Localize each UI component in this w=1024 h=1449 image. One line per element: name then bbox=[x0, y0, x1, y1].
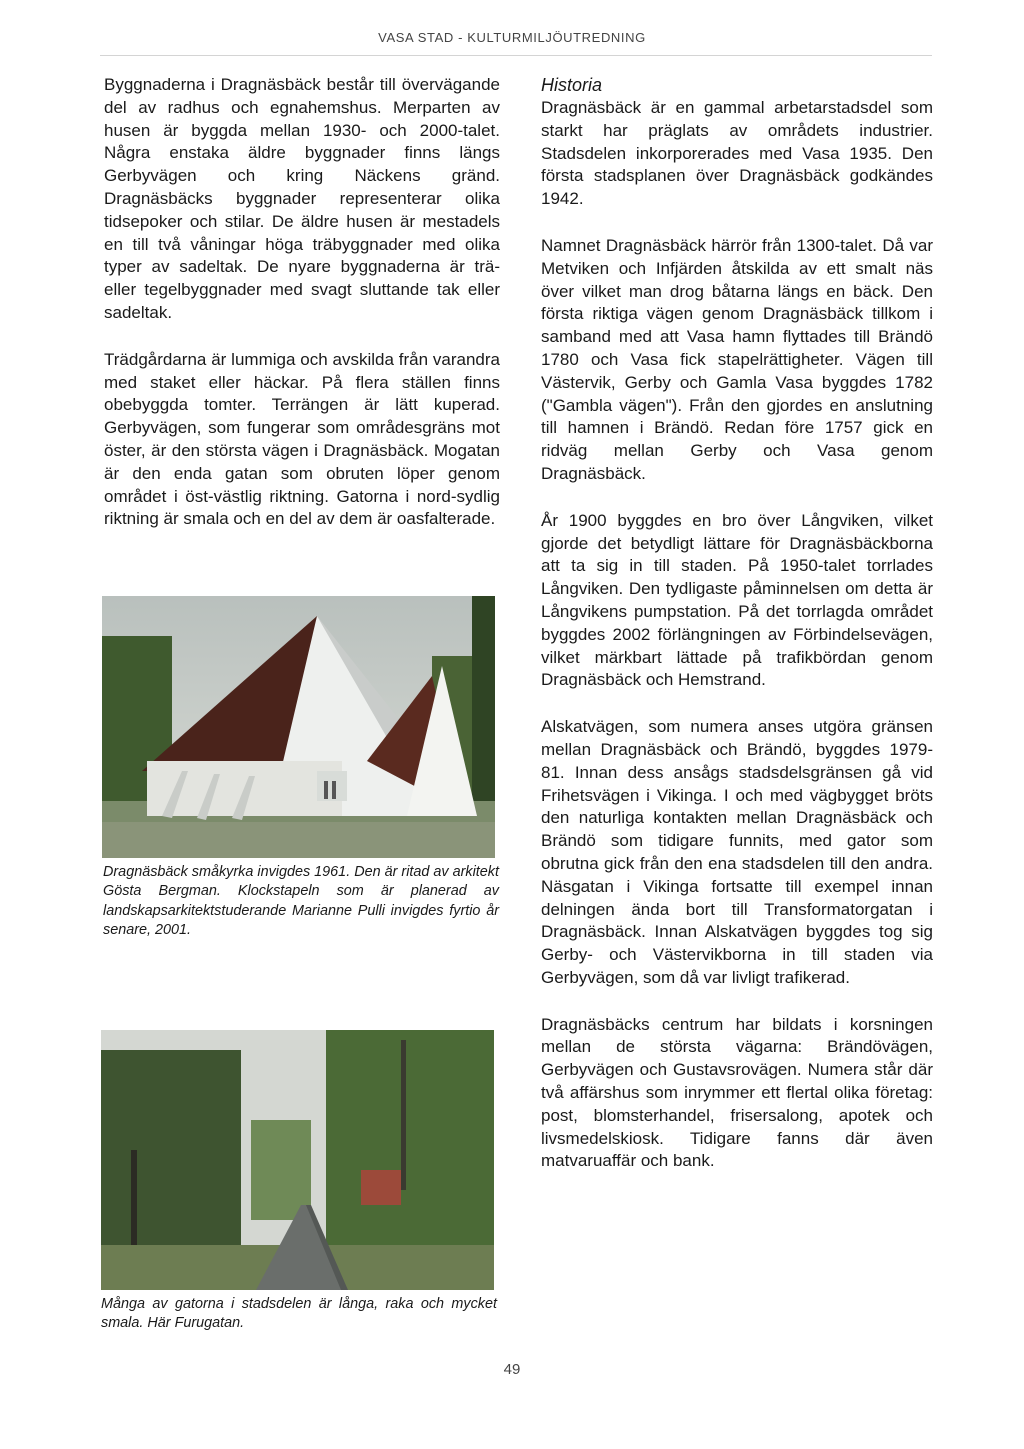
right-paragraph-name-origin: Namnet Dragnäsbäck härrör från 1300-talet. Då var Metviken och Infjärden åtskilda av ett smalt näs över vilket man drog båtarna längs en bäck. Den första riktiga vägen genom Dragnäsbäck tillkom i samband med att Vasa hamn flyttades till Brändö 1780 och Vasa fick stapelrättigheter. Vägen till Västervik, Gerby och Gamla Vasa byggdes 1782 ("Gambla vägen"). Från den gjordes en anslutning till hamnen i Brändö. Redan före 1757 gick en ridväg mellan Gerby och Vasa genom Dragnäsbäck. bbox=[541, 235, 933, 483]
header-divider bbox=[100, 55, 932, 56]
left-column bbox=[104, 74, 500, 555]
left-paragraph-buildings: Byggnaderna i Dragnäsbäck består till övervägande del av radhus och egnahemshus. Merparten av husen är byggda mellan 1930- och 2000-talet. Några enstaka äldre byggnader finns längs Gerbyvägen och kring Näckens gränd. Dragnäsbäcks byggnader representerar olika tidsepoker och stilar. De äldre husen är mestadels en till två våningar höga träbyggnader med olika typer av sadeltak. De nyare byggnaderna är trä- eller tegelbyggnader med svagt sluttande tak eller sadeltak. bbox=[104, 75, 500, 322]
street-photo bbox=[101, 1030, 494, 1290]
running-header: VASA STAD - KULTURMILJÖUTREDNING bbox=[378, 30, 646, 45]
street-caption: Många av gatorna i stadsdelen är långa, raka och mycket smala. Här Furugatan. bbox=[101, 1296, 497, 1332]
right-paragraph-intro: Dragnäsbäck är en gammal arbetarstadsdel som starkt har präglats av områdets industrier. Stadsdelen inkorporerades med Vasa 1935. Den första stadsplanen över Dragnäsbäck godkändes 1942. bbox=[541, 98, 933, 209]
right-paragraph-bridge: År 1900 byggdes en bro över Långviken, vilket gjorde det betydligt lättare för Dragnäsbäckborna att ta sig in till staden. På 1950-talet torrlades Långviken. Den tydligaste påminnelsen om detta är Långvikens pumpstation. På det torrlagda området byggdes 2002 förlängningen av Förbindelsevägen, vilket märkbart lättade på trafikbördan genom Dragnäsbäck och Hemstrand. bbox=[541, 510, 933, 690]
right-paragraph-alskatvagen: Alskatvägen, som numera anses utgöra gränsen mellan Dragnäsbäck och Brändö, byggdes 1979-81. Innan dess ansågs stadsdelsgränsen gå vid Frihetsvägen i Vikinga. I och med vägbygget bröts den naturliga kontakten mellan Dragnäsbäck och Brändö som tidigare funnits, med gator som obrutna gick från den ena stadsdelen till den andra. Näsgatan i Vikinga fortsatte till exempel innan delningen ända bort till Transformatorgatan i Dragnäsbäck. Innan Alskatvägen byggdes tog sig Gerby- och Västervikborna in till staden via Gerbyvägen, som då var livligt trafikerad. bbox=[541, 717, 933, 987]
page-number: 49 bbox=[503, 1361, 521, 1378]
right-column bbox=[541, 74, 933, 1197]
section-heading-historia: Historia bbox=[541, 75, 603, 95]
right-paragraph-centre: Dragnäsbäcks centrum har bildats i korsningen mellan de största vägarna: Brändövägen, Gerbyvägen och Gustavsrovägen. Numera står där två affärshus som inrymmer ett flertal olika företag: post, blomsterhandel, frisersalong, apotek och livsmedelskiosk. Tidigare fanns där även matvaruaffär och bank. bbox=[541, 1014, 933, 1171]
left-paragraph-gardens: Trädgårdarna är lummiga och avskilda från varandra med staket eller häckar. På flera ställen finns obebyggda tomter. Terrängen är lätt kuperad. Gerbyvägen, som fungerar som områdesgräns mot öster, är den största vägen i Dragnäsbäck. Mogatan är den enda gatan som obruten löper genom området i öst-västlig riktning. Gatorna i nord-sydlig riktning är smala och en del av dem är oasfalterade. bbox=[104, 349, 500, 529]
church-photo bbox=[102, 596, 495, 858]
church-caption: Dragnäsbäck småkyrka invigdes 1961. Den är ritad av arkitekt Gösta Bergman. Klockstapeln som är planerad av landskapsarkitektstuderande Marianne Pulli invigdes fyrtio år senare, 2001. bbox=[103, 864, 499, 939]
